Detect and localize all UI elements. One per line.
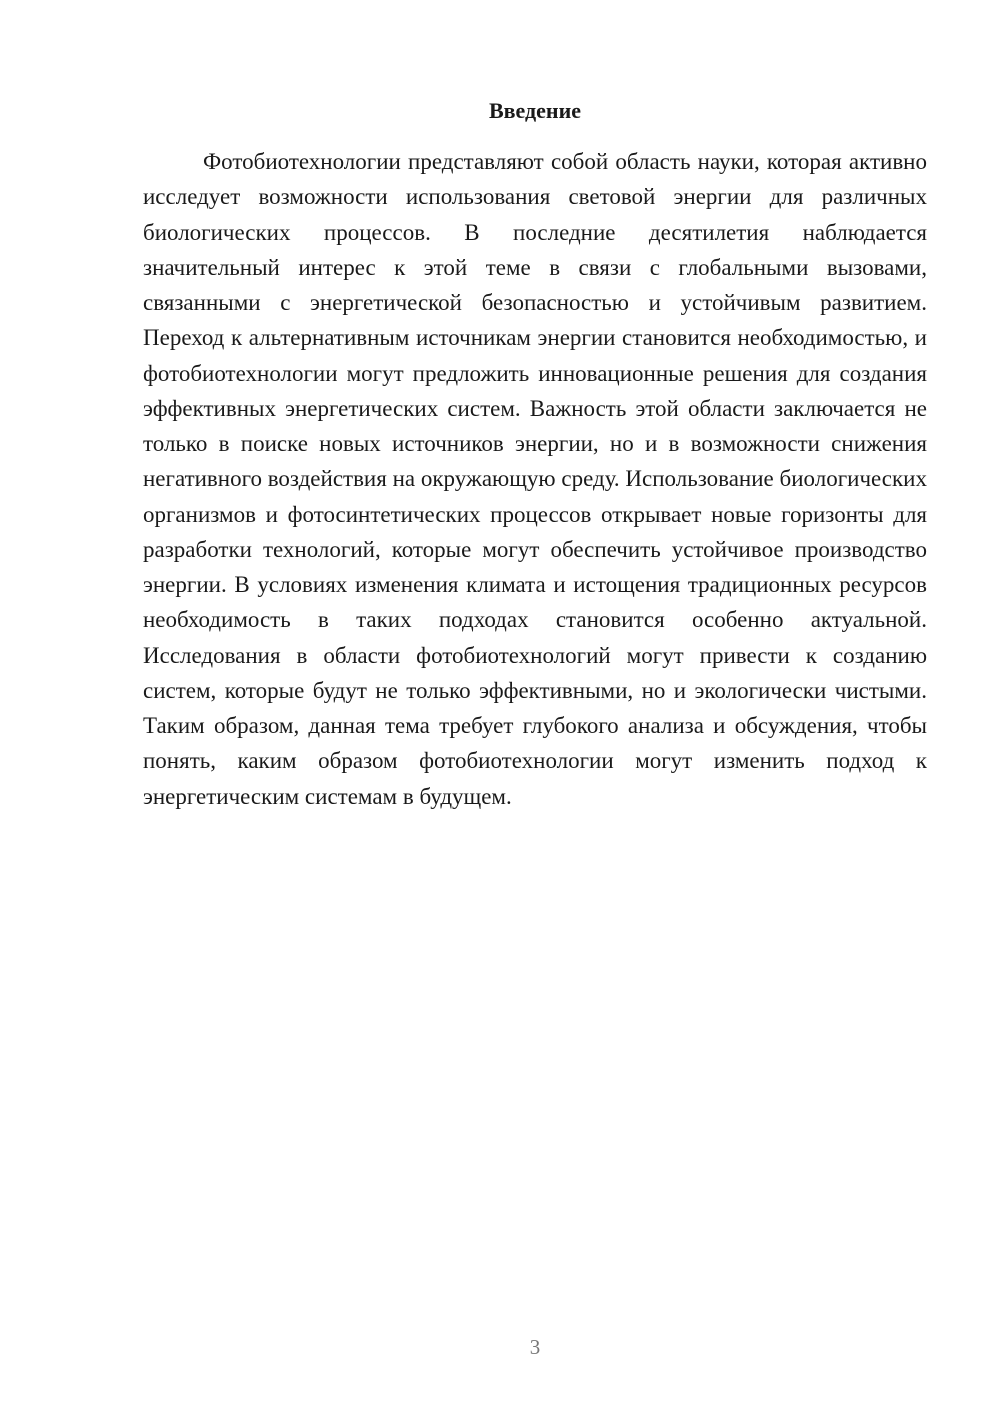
body-paragraph: Фотобиотехнологии представляют собой область науки, которая активно исследует возможности использования световой энергии для различных биологических процессов. В последние десятилетия наблюдается значительный интерес к этой теме в связи с глобальными вызовами, связанными с энергетической безопасностью и устойчивым развитием. Переход к альтернативным источникам энергии становится необходимостью, и фотобиотехнологии могут предложить инновационные решения для создания эффективных энергетических систем. Важность этой области заключается не только в поиске новых источников энергии, но и в возможности снижения негативного воздействия на окружающую среду. Использование биологических организмов и фотосинтетических процессов открывает новые горизонты для разработки технологий, которые могут обеспечить устойчивое производство энергии. В условиях изменения климата и истощения традиционных ресурсов необходимость в таких подходах становится особенно актуальной. Исследования в области фотобиотехнологий могут привести к созданию систем, которые будут не только эффективными, но и экологически чистыми. Таким образом, данная тема требует глубокого анализа и обсуждения, чтобы понять, каким образом фотобиотехнологии могут изменить подход к энергетическим системам в будущем. <box>143 149 927 809</box>
section-heading: Введение <box>488 98 582 123</box>
page-number: 3 <box>529 1335 541 1359</box>
